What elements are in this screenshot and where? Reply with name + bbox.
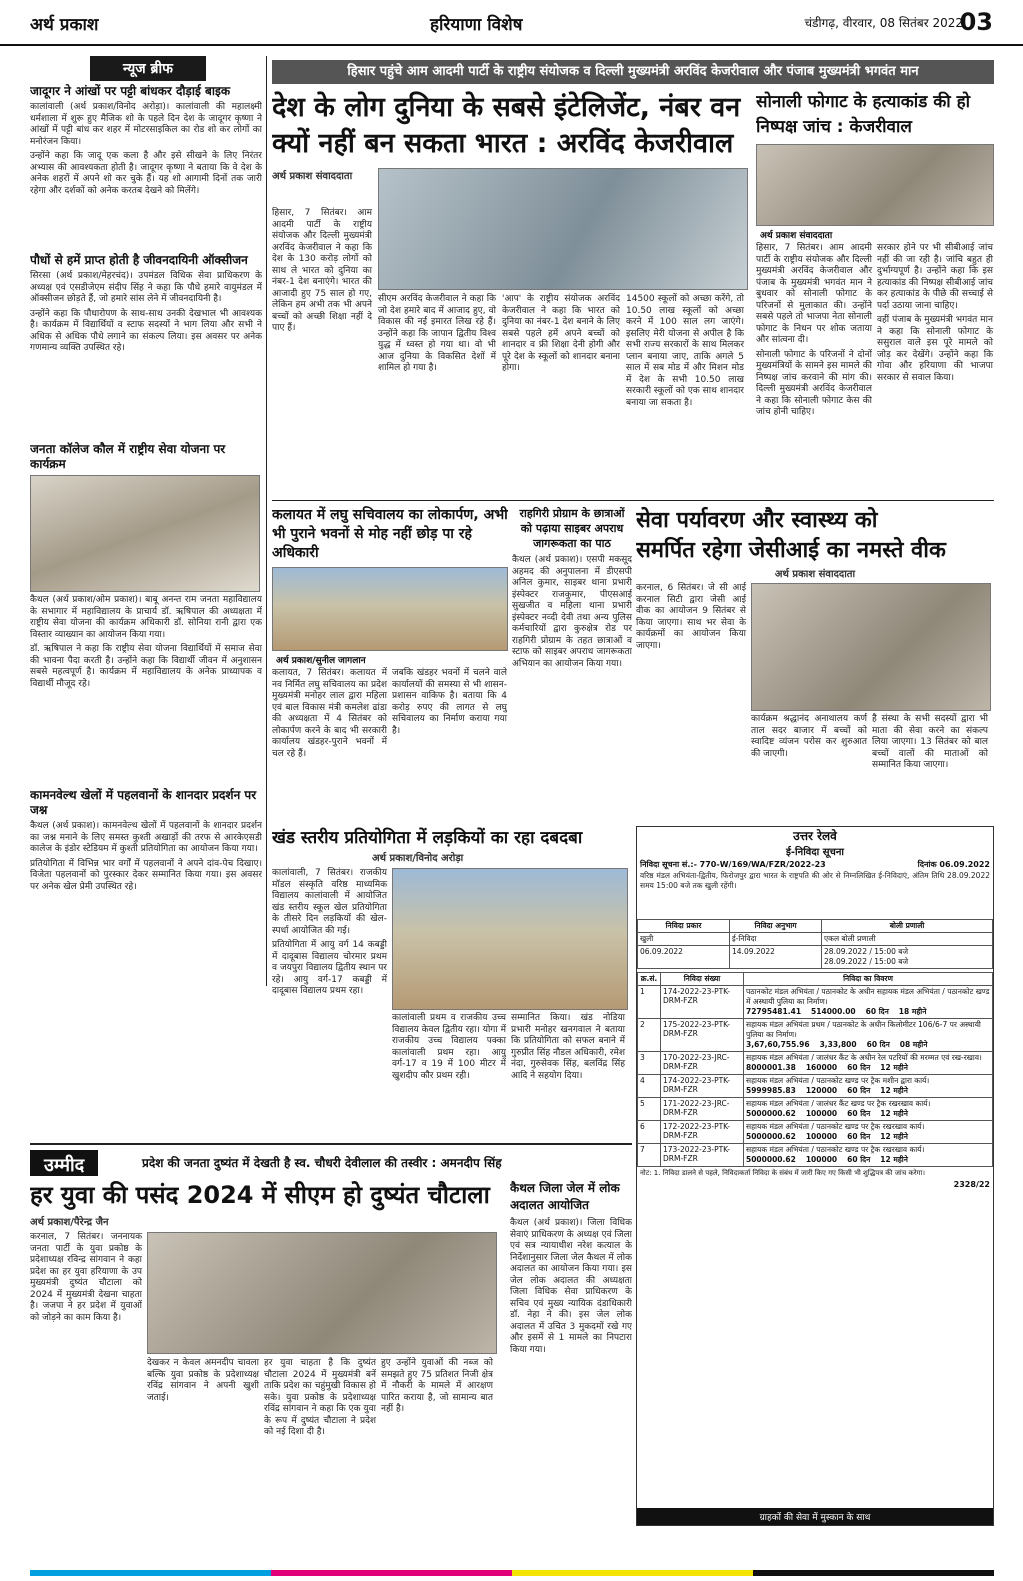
umeed-story [30,1214,500,1564]
umeed-label: उम्मीद [30,1150,98,1176]
umeed-kicker: प्रदेश की जनता दुष्यंत में देखती है स्व. चौधरी देवीलाल की तस्वीर : अमनदीप सिंह [142,1156,502,1170]
notice-number: निविदा सूचना सं.:- 770-W/169/WA/FZR/2022-23 [640,860,826,869]
nss-program-photo [30,475,260,592]
lead-body-4: 14500 स्कूलों को अच्छा करेंगे, तो 10.50 लाख स्कूलों को अच्छा करने में 100 साल लग जाएंगे। इसलिए मेरी योजना से अपील है कि सभी राज्य सरकारों के साथ मिलकर प्लान बनाया जाए, ताकि अगले 5 साल में सब मोड में और मिशन मोड में देश के सभी 10.50 लाख सरकारी स्कूलों को एक साथ शानदार बनाया जा सकता है। [626,294,744,408]
sonali-byline: अर्थ प्रकाश संवाददाता [756,226,994,243]
sonali-body-2: सरकार होने पर भी सीबीआई जांच नहीं की जा रही है। जांचि बहुत ही दुर्भाग्यपूर्ण है। उन्होंने कहा कि इस हत्याकांड की निष्पक्ष सीबीआई जांच कर हत्याकांड के पीछे की सच्चाई से पर्दा उठाया जाना चाहिए। वहीं पंजाब के मुख्यमंत्री भगवंत मान ने कहा कि सोनाली फोगाट के ससुराल वाले इस पूरे मामले को जोड़ कर देखेंगे। उन्होंने कहा कि गोवा और हरियाणा की भाजपा सरकार से सवाल किया। [877,243,993,383]
notice-header-table: निविदा प्रकार निविदा अनुभाग बोली प्रणाली खुली ई-निविदा एकल बोली प्रणाली 06.09.2022 14.09.2022 28.09.2022 / 15:00 बजे 28.09.2022 / 15:00 बजे [637,919,993,969]
masthead [0,0,1023,46]
tender-row: 5 171-2022-23-JRC-DRM-FZR सहायक मंडल अभियंता / जालंधर कैंट खण्ड पर ट्रैक रखरखाव कार्य। 5000000.62 100000 60 दिन 12 महीने [638,1098,993,1121]
cyber-headline[interactable]: राहगिरी प्रोग्राम के छात्राओं को पढ़ाया साइबर अपराध जागरूकता का पाठ [519,507,625,550]
umeed-byline: अर्थ प्रकाश/पैरेन्द्र जैन [30,1217,109,1228]
tender-row: 3 170-2022-23-JRC-DRM-FZR सहायक मंडल अभियंता / जालंधर कैंट के अधीन रेल पटरियों की मरम्मत एवं रख-रखाव। 8000001.38 160000 60 दिन 12 महीने [638,1052,993,1075]
jail-body: कैथल (अर्थ प्रकाश)। जिला विधिक सेवाएं प्राधिकरण के अध्यक्ष एवं जिला एवं सत्र न्यायाधीश नरेश कत्याल के निर्देशानुसार जिला जेल कैथल में लोक अदालत का आयोजन किया गया। इस जेल लोक अदालत की अध्यक्षता जिला विधिक सेवा प्राधिकरण के सचिव एवं मुख्य न्यायिक दंडाधिकारी डॉ. नेहा ने की। इस जेल लोक अदालत में उचित 3 मुकदमों रखे गए और इसमें से 1 मामले का निपटारा किया गया। [510,1218,632,1355]
jail-headline[interactable]: कैथल जिला जेल में लोक अदालत आयोजित [510,1181,620,1212]
top-banner: हिसार पहुंचे आम आदमी पार्टी के राष्ट्रीय संयोजक व दिल्ली मुख्यमंत्री अरविंद केजरीवाल और पंजाब मुख्यमंत्री भगवंत मान [272,60,994,84]
cyber-story [512,506,632,821]
umeed-body-3: हर युवा चाहता है कि दुष्यंत चौटाला 2024 में मुख्यमंत्री बनें ताकि प्रदेश का चहुंमुखी विकास हो सके। युवा प्रकोष्ठ के प्रदेशाध्यक्ष रविंद्र सांगवान ने कहा कि एक युवा के रूप में दुष्यंत चौटाला ने प्रदेश को नई दिशा दी है। [264,1358,376,1437]
lead-body-1: हिसार, 7 सितंबर। आम आदमी पार्टी के राष्ट्रीय संयोजक और दिल्ली मुख्यमंत्री अरविंद केजरीवाल ने कहा कि देश के 130 करोड़ लोगों को साथ ले भारत को दुनिया का नंबर-1 देश बनाएंगे। भारत की आजादी हुए 75 साल हो गए, लेकिन हम अभी तक भी अपने बच्चों को अच्छी शिक्षा नहीं दे पाए हैं। [272,208,372,333]
notice-intro: वरिष्ठ मंडल अभियंता-द्वितीय, फिरोजपुर द्वारा भारत के राष्ट्रपति की ओर से निम्नलिखित ई-निविदाएं, अंतिम तिथि 28.09.2022 समय 15:00 बजे तक खुली रहेंगी। [640,871,990,890]
tender-slogan: ग्राहकों की सेवा में मुस्कान के साथ [637,1508,993,1525]
umeed-headline-box [30,1178,500,1214]
lead-story [272,90,752,500]
paper-name: अर्थ प्रकाश [30,15,99,35]
lead-headline-1[interactable]: देश के लोग दुनिया के सबसे इंटेलिजेंट, नंबर वन [272,92,741,123]
sports-story [272,826,632,1141]
jci-body-3: है संस्था के सभी सदस्यों द्वारा भी माता की सेवा करने का संकल्प लिया जाएगा। 13 सितंबर को बाल बच्चों वालों की माताओं को सम्मानित किया जाएगा। [872,714,988,770]
kalayat-caption: अर्थ प्रकाश/सुनील जागलान [272,651,508,668]
tender-notice [636,826,994,1526]
lead-body-2: सीएम अरविंद केजरीवाल ने कहा कि जो देश हमारे बाद में आजाद हुए, वो विकास की नई इमारत लिख रहे हैं। उन्होंने कहा कि जापान द्वितीय विश्व युद्ध में ध्वस्त हो गया था। वो भी आज दुनिया के विकसित देशों में शामिल हो गया है। [378,294,496,373]
lead-byline: अर्थ प्रकाश संवाददाता [272,171,353,182]
page-number: 03 [959,8,993,36]
brief-title-1[interactable]: जादूगर ने आंखों पर पट्टी बांधकर दौड़ाई बाइक [30,84,231,98]
jci-headline-1[interactable]: सेवा पर्यावरण और स्वास्थ्य को [636,508,878,533]
tender-list-table: क्र.सं. निविदा संख्या निविदा का विवरण 1 174-2022-23-PTK-DRM-FZR पठानकोट मंडल अभियंता / पठानकोट के अधीन सहायक मंडल अभियंता / पठानकोट खण्ड में अस्थायी पुलिया का निर्माण। 72795481.41 514000.00 60 दिन 18 महीने 2 175-2022-23-PTK-DRM-FZR सहायक मंडल अभियंता प्रथम / पठानकोट के अधीन किलोमीटर 106/6-7 पर अस्थायी पुलिया का निर्माण। 3,67,60,755.96 3,33,800 60 दिन 08 महीने 3 170-2022-23-JRC-DRM-FZR सहायक मंडल अभियंता / जालंधर कैंट के अधीन रेल पटरियों की मरम्मत एवं रख-रखाव। 8000001.38 160000 60 दिन 12 महीने 4 174-2022-23-PTK-DRM-FZR सहायक मंडल अभियंता / पठानकोट खण्ड पर ट्रैक मशीन द्वारा कार्य। 5999985.83 120000 60 दिन 12 महीने 5 171-2022-23-JRC-DRM-FZR सहायक मंडल अभियंता / जालंधर कैंट खण्ड पर ट्रैक रखरखाव कार्य। 5000000.62 100000 60 दिन 12 महीने 6 172-2022-23-PTK-DRM-FZR सहायक मंडल अभियंता / पठानकोट खण्ड पर ट्रैक रखरखाव कार्य। 5000000.62 100000 60 दिन 12 महीने 7 173-2022-23-PTK-DRM-FZR सहायक मंडल अभियंता / पठानकोट खण्ड पर ट्रैक रखरखाव कार्य। 5000000.62 100000 60 दिन 12 महीने [637,972,993,1167]
umeed-body-4: हुए उन्होंने युवाओं की नब्ज को समझते हुए 75 प्रतिशत निजी क्षेत्र में नौकरी के मामले में आरक्षण पारित कराया है, जो सामान्य बात नहीं है। [381,1358,493,1414]
tender-code: 2328/22 [953,1180,990,1189]
umeed-headline[interactable]: हर युवा की पसंद 2024 में सीएम हो दुष्यंत चौटाला [30,1181,490,1209]
secretariat-building-photo [272,567,508,651]
sonali-family-photo [756,144,994,226]
brief-body-3: कैथल (अर्थ प्रकाश/ओम प्रकाश)। बाबू अनन्त राम जनता महाविद्यालय के सभागार में महाविद्यालय के प्राचार्य डॉ. ऋषिपाल की अध्यक्षता में राष्ट्रीय सेवा योजना की कार्यक्रम अधिकारी डॉ. सोनिया रानी द्वारा एक विस्तार व्याख्यान का आयोजन किया गया। डॉ. ऋषिपाल ने कहा कि राष्ट्रीय सेवा योजना विद्यार्थियों में समाज सेवा की भावना पैदा करती है। उन्होंने कहा कि विद्यार्थी जीवन में अनुशासन सबसे महत्वपूर्ण है। कार्यक्रम में महाविद्यालय के अनेक प्राध्यापक व विद्यार्थी मौजूद रहे। [30,595,262,689]
jci-story [636,506,994,821]
kalayat-story [272,506,508,821]
lead-body-3: 'आप' के राष्ट्रीय संयोजक अरविंद केजरीवाल ने कहा कि भारत को दुनिया का नंबर-1 देश बनाने के लिए सबसे पहले हमें अपने बच्चों को शानदार व फ्री शिक्षा देनी होगी और पूरे देश के स्कूलों को शानदार बनाना होगा। [502,294,620,373]
jail-story [510,1180,632,1564]
umeed-header [30,1150,632,1176]
umeed-divider [30,1143,632,1145]
brief-title-4[interactable]: कामनवेल्थ खेलों में पहलवानों के शानदार प्रदर्शन पर जश्न [30,788,257,817]
brief-body-4: कैथल (अर्थ प्रकाश)। कामनवेल्थ खेलों में पहलवानों के शानदार प्रदर्शन का जश्न मनाने के लिए समस्त कुश्ती अखाड़ों की तरफ से आरकेएसडी कालेज के इंडोर स्टेडियम में कुश्ती प्रतियोगिता का आयोजन किया गया। प्रतियोगिता में विभिन्न भार वर्गों में पहलवानों ने अपने दांव-पेच दिखाए। विजेता पहलवानों को पुरस्कार देकर सम्मानित किया गया। इस अवसर पर अनेक खेल प्रेमी उपस्थित रहे। [30,821,262,892]
color-registration-strip [30,1570,994,1576]
sports-body-1: कालांवाली, 7 सितंबर। राजकीय मॉडल संस्कृति वरिष्ठ माध्यमिक विद्यालय कालांवाली में आयोजित खंड स्तरीय स्कूल खेल प्रतियोगिता के तीसरे दिन लड़कियों की खेल-स्पर्धा आयोजित की गई। प्रतियोगिता में आयु वर्ग 14 कबड्डी में दादूबास विद्यालय चोरमार प्रथम व जयपुरा विद्यालय द्वितीय स्थान पर रहे। आयु वर्ग-17 कबड्डी में दादूबास विद्यालय प्रथम रहा। [272,868,387,996]
sonali-story [756,90,994,500]
news-brief-label: न्यूज ब्रीफ [90,56,206,81]
sonali-body-1: हिसार, 7 सितंबर। आम आदमी पार्टी के राष्ट्रीय संयोजक और दिल्ली मुख्यमंत्री अरविंद केजरीवाल और पंजाब के मुख्यमंत्री भगवंत मान ने बुधवार को सोनाली फोगाट के परिजनों से मुलाकात की। उन्होंने सबसे पहले तो भाजपा नेता सोनाली फोगाट के निधन पर शोक जताया और सांत्वना दी। सोनाली फोगाट के परिजनों ने दोनों मुख्यमंत्रियों के सामने इस मामले की निष्पक्ष जांच करवाने की मांग की। दिल्ली मुख्यमंत्री अरविंद केजरीवाल ने कहा कि सोनाली फोगाट केस की जांच होनी चाहिए। [756,243,872,417]
column-divider [266,56,267,986]
brief-body-2: सिरसा (अर्थ प्रकाश/मेहरचंद)। उपमंडल विधिक सेवा प्राधिकरण के अध्यक्ष एवं एसडीजेएम संदीप सिंह ने कहा कि पौधे हमारे वायुमंडल में ऑक्सीजन छोड़ते हैं, जो हमारे सांस लेने में जीवनदायिनी है। उन्होंने कहा कि पौधारोपण के साथ-साथ उनकी देखभाल भी आवश्यक है। कार्यक्रम में विद्यार्थियों व स्टाफ सदस्यों ने भाग लिया और सभी ने अधिक से अधिक पौधे लगाने का संकल्प लिया। इस अवसर पर अनेक गणमान्य व्यक्ति उपस्थित रहे। [30,271,262,353]
notice-date: दिनांक 06.09.2022 [917,860,990,869]
kejriwal-mann-photo [378,168,748,290]
brief-body-1: कालांवाली (अर्थ प्रकाश/विनोद अरोड़ा)। कालांवाली की महालक्ष्मी धर्मशाला में शुरू हुए मैजिक शो के पहले दिन देश के जादूगर कृष्णा ने आंखों में पट्टी बांध कर शहर में मोटरसाइकिल का रोड शो कर लोगों का मनोरंजन किया। उन्होंने कहा कि जादू एक कला है और इसे सीखने के लिए निरंतर अभ्यास की आवश्यकता होती है। जादूगर कृष्णा ने बताया कि वे देश के अनेक शहरों में अपने शो कर चुके हैं। यह शो आगामी दिनों तक जारी रहेगा और दर्शकों को अनेक करतब देखने को मिलेंगे। [30,102,262,196]
railway-title: उत्तर रेलवे [793,829,837,843]
tender-row: 7 173-2022-23-PTK-DRM-FZR सहायक मंडल अभियंता / पठानकोट खण्ड पर ट्रैक रखरखाव कार्य। 5000000.62 100000 60 दिन 12 महीने [638,1144,993,1167]
umeed-body-2: देखकर न केवल अमनदीप चावला बल्कि युवा प्रकोष्ठ के प्रदेशाध्यक्ष रविंद्र सांगवान ने अपनी खुशी जताई। [147,1358,259,1403]
umeed-group-photo [147,1232,497,1354]
brief-title-2[interactable]: पौधों से हमें प्राप्त होती है जीवनदायिनी ऑक्सीजन [30,253,248,267]
kalayat-headline[interactable]: कलायत में लघु सचिवालय का लोकार्पण, अभी भी पुराने भवनों से मोह नहीं छोड़ पा रहे अधिकारी [272,507,508,561]
kalayat-body-1: कलायत, 7 सितंबर। कलायत में नव निर्मित लघु सचिवालय का प्रदेश मुख्यमंत्री मनोहर लाल द्वारा महिला एवं बाल विकास मंत्री कमलेश ढांडा की अध्यक्षता में 4 सितंबर को लोकार्पण करने के बाद भी सरकारी कार्यालय खंडहर-पुराने भवनों में चल रहे हैं। [272,668,387,759]
kalayat-body-2: जबकि खंडहर भवनों में चलने वाले कार्यालयों की समस्या से भी शासन-प्रशासन वाकिफ है। बताया कि 4 करोड़ रुपए की लागत से लघु सचिवालय का निर्माण कराया गया है। [392,668,507,736]
sports-body-2: कालांवाली प्रथम व राजकीय उच्च विद्यालय केवल द्वितीय रहा। योगा में राजकीय उच्च विद्यालय पक्का कालांवाली प्रथम रहा। आयु वर्ग-17 व 19 में 100 मीटर में खुशदीप कौर प्रथम रही। [392,1013,506,1081]
news-brief-column [30,56,262,986]
sports-headline[interactable]: खंड स्तरीय प्रतियोगिता में लड़कियों का रहा दबदबा [272,828,583,848]
jci-headline-2[interactable]: समर्पित रहेगा जेसीआई का नमस्ते वीक [636,538,946,563]
dateline: चंडीगढ़, वीरवार, 08 सितंबर 2022 [804,16,963,30]
jci-meeting-photo [751,583,991,711]
tender-footer-note: नोट: 1. निविदा डालने से पहले, निविदाकर्ता निविदा के संबंध में जारी किए गए किसी भी शुद्धिपत्र की जांच करेगा। [640,1169,926,1177]
umeed-body-1: करनाल, 7 सितंबर। जननायक जनता पार्टी के युवा प्रकोष्ठ के प्रदेशाध्यक्ष रविन्द्र सांगवान ने कहा प्रदेश का हर युवा हरियाणा के उप मुख्यमंत्री दुष्यंत चौटाला को 2024 में मुख्यमंत्री देखना चाहता है। जजपा ने हर प्रदेश में युवाओं को जोड़ने का काम किया है। [30,1232,142,1323]
tender-row: 1 174-2022-23-PTK-DRM-FZR पठानकोट मंडल अभियंता / पठानकोट के अधीन सहायक मंडल अभियंता / पठानकोट खण्ड में अस्थायी पुलिया का निर्माण। 72795481.41 514000.00 60 दिन 18 महीने [638,986,993,1019]
section-divider [272,500,994,501]
sonali-headline[interactable]: सोनाली फोगाट के हत्याकांड की हो निष्पक्ष जांच : केजरीवाल [756,92,971,137]
tender-row: 2 175-2022-23-PTK-DRM-FZR सहायक मंडल अभियंता प्रथम / पठानकोट के अधीन किलोमीटर 106/6-7 पर अस्थायी पुलिया का निर्माण। 3,67,60,755.96 3,33,800 60 दिन 08 महीने [638,1019,993,1052]
section-title: हरियाणा विशेष [430,15,523,35]
jci-body-1: करनाल, 6 सितंबर। जे सी आई करनाल सिटी द्वारा जेसी आई वीक का आयोजन 9 सितंबर से किया जाएगा। साथ भर सेवा के कार्यक्रमों का आयोजन किया जाएगा। [636,583,746,651]
lead-headline-2[interactable]: क्यों नहीं बन सकता भारत : अरविंद केजरीवाल [272,128,734,159]
brief-title-3[interactable]: जनता कॉलेज कौल में राष्ट्रीय सेवा योजना पर कार्यक्रम [30,442,226,471]
cyber-body: कैथल (अर्थ प्रकाश)। एसपी मकसूद अहमद की अनुपालना में डीएसपी अनिल कुमार, साइबर थाना प्रभारी इंस्पेक्टर राजकुमार, पीएसआई सुखजीत व महिला थाना प्रभारी इंस्पेक्टर नव्दी देवी तथा अन्य पुलिस कर्मचारियों द्वारा कुरुक्षेत्र रोड पर राहगिरी प्रोग्राम के तहत छात्राओं व स्टाफ को साइबर अपराध जागरूकता अभियान का आयोजन किया गया। [512,555,632,669]
jci-byline: अर्थ प्रकाश संवाददाता [774,569,856,580]
sports-field-photo [392,868,628,1010]
tender-row: 6 172-2022-23-PTK-DRM-FZR सहायक मंडल अभियंता / पठानकोट खण्ड पर ट्रैक रखरखाव कार्य। 5000000.62 100000 60 दिन 12 महीने [638,1121,993,1144]
notice-title: ई-निविदा सूचना [786,847,844,858]
tender-row: 4 174-2022-23-PTK-DRM-FZR सहायक मंडल अभियंता / पठानकोट खण्ड पर ट्रैक मशीन द्वारा कार्य। 5999985.83 120000 60 दिन 12 महीने [638,1075,993,1098]
sports-byline: अर्थ प्रकाश/विनोद अरोड़ा [372,853,464,864]
jci-body-2: कार्यक्रम श्रद्धानंद अनाथालय कर्ण ताल सदर बाजार में बच्चों को स्वादिष्ट व्यंजन परोस कर शुरुआत की जाएगी। [751,714,867,759]
sports-body-3: सम्मानित किया। खंड नोडिया प्रभारी मनोहर खनगवाल ने बताया कि प्रतियोगिता को सफल बनाने में गुरुप्रीत सिंह नौडल अधिकारी, रमेश नंदा, गुरुसेवक सिंह, बलविंद्र सिंह आदि ने सहयोग दिया। [511,1013,625,1081]
